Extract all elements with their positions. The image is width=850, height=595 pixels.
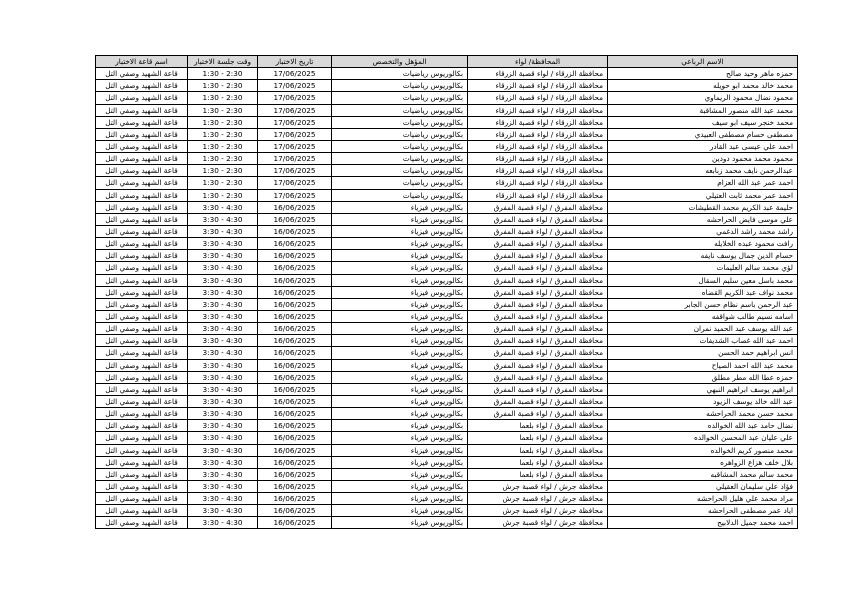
cell-name: احمد علي عيسى عبد القادر: [608, 140, 798, 152]
table-row: [96, 116, 798, 128]
cell-date: 16/06/2025: [258, 505, 332, 517]
cell-hall: قاعة الشهيد وصفي التل: [96, 116, 188, 128]
cell-time: 3:30 - 4:30: [188, 432, 258, 444]
cell-date: 16/06/2025: [258, 383, 332, 395]
cell-name: محمد خنجر سيف ابو سيف: [608, 116, 798, 128]
cell-qualification: بكالوريوس فيزياء: [332, 468, 468, 480]
cell-hall: قاعة الشهيد وصفي التل: [96, 286, 188, 298]
table-row: [96, 444, 798, 456]
cell-hall: قاعة الشهيد وصفي التل: [96, 68, 188, 80]
cell-time: 1:30 - 2:30: [188, 177, 258, 189]
cell-qualification: بكالوريوس رياضيات: [332, 80, 468, 92]
cell-time: 3:30 - 4:30: [188, 468, 258, 480]
cell-governorate: محافظة الزرقاء / لواء قصبة الزرقاء: [468, 140, 608, 152]
cell-governorate: محافظة المفرق / لواء قصبة المفرق: [468, 262, 608, 274]
cell-time: 3:30 - 4:30: [188, 493, 258, 505]
cell-time: 3:30 - 4:30: [188, 383, 258, 395]
cell-name: اياد عمر مصطفى الحراحشه: [608, 505, 798, 517]
table-row: [96, 201, 798, 213]
cell-hall: قاعة الشهيد وصفي التل: [96, 444, 188, 456]
header-date: تاريخ الاختبار: [258, 56, 332, 68]
cell-date: 16/06/2025: [258, 371, 332, 383]
table-row: [96, 456, 798, 468]
cell-time: 1:30 - 2:30: [188, 165, 258, 177]
cell-date: 17/06/2025: [258, 92, 332, 104]
cell-qualification: بكالوريوس رياضيات: [332, 153, 468, 165]
cell-qualification: بكالوريوس فيزياء: [332, 262, 468, 274]
cell-time: 1:30 - 2:30: [188, 68, 258, 80]
cell-date: 16/06/2025: [258, 493, 332, 505]
cell-time: 3:30 - 4:30: [188, 298, 258, 310]
table-row: [96, 347, 798, 359]
cell-hall: قاعة الشهيد وصفي التل: [96, 408, 188, 420]
cell-date: 16/06/2025: [258, 238, 332, 250]
cell-time: 1:30 - 2:30: [188, 80, 258, 92]
cell-governorate: محافظة الزرقاء / لواء قصبة الزرقاء: [468, 68, 608, 80]
cell-qualification: بكالوريوس فيزياء: [332, 310, 468, 322]
header-governorate: المحافظة/ لواء: [468, 56, 608, 68]
cell-time: 3:30 - 4:30: [188, 262, 258, 274]
cell-hall: قاعة الشهيد وصفي التل: [96, 104, 188, 116]
cell-name: محمد سالم محمد المشاقبه: [608, 468, 798, 480]
cell-time: 3:30 - 4:30: [188, 480, 258, 492]
cell-hall: قاعة الشهيد وصفي التل: [96, 298, 188, 310]
cell-name: راشد محمد راشد الدغمي: [608, 225, 798, 237]
cell-date: 16/06/2025: [258, 274, 332, 286]
table-row: [96, 68, 798, 80]
cell-date: 16/06/2025: [258, 250, 332, 262]
table-row: [96, 310, 798, 322]
cell-governorate: محافظة المفرق / لواء قصبة المفرق: [468, 371, 608, 383]
table-row: [96, 92, 798, 104]
cell-qualification: بكالوريوس فيزياء: [332, 225, 468, 237]
cell-name: محمد باسل معين سليم السقال: [608, 274, 798, 286]
cell-date: 17/06/2025: [258, 140, 332, 152]
cell-qualification: بكالوريوس فيزياء: [332, 480, 468, 492]
table-row: [96, 371, 798, 383]
cell-name: محمد منصور كريم الخوالده: [608, 444, 798, 456]
cell-time: 3:30 - 4:30: [188, 213, 258, 225]
table-row: [96, 189, 798, 201]
cell-time: 3:30 - 4:30: [188, 420, 258, 432]
cell-qualification: بكالوريوس فيزياء: [332, 505, 468, 517]
cell-name: محمد حسن محمد الحراحشه: [608, 408, 798, 420]
table-row: [96, 432, 798, 444]
cell-date: 16/06/2025: [258, 201, 332, 213]
cell-governorate: محافظة جرش / لواء قصبة جرش: [468, 505, 608, 517]
cell-qualification: بكالوريوس فيزياء: [332, 347, 468, 359]
cell-name: بلال خلف هزاع الزواهره: [608, 456, 798, 468]
table-row: [96, 408, 798, 420]
cell-hall: قاعة الشهيد وصفي التل: [96, 505, 188, 517]
table-row: [96, 383, 798, 395]
cell-date: 16/06/2025: [258, 335, 332, 347]
cell-name: احمد عمر عبد الله العزام: [608, 177, 798, 189]
cell-date: 16/06/2025: [258, 468, 332, 480]
table-row: [96, 505, 798, 517]
cell-qualification: بكالوريوس فيزياء: [332, 408, 468, 420]
cell-governorate: محافظة الزرقاء / لواء قصبة الزرقاء: [468, 153, 608, 165]
cell-date: 16/06/2025: [258, 395, 332, 407]
cell-qualification: بكالوريوس رياضيات: [332, 104, 468, 116]
table-row: [96, 286, 798, 298]
cell-time: 1:30 - 2:30: [188, 153, 258, 165]
table-row: [96, 274, 798, 286]
cell-governorate: محافظة المفرق / لواء بلعما: [468, 456, 608, 468]
table-row: [96, 468, 798, 480]
cell-hall: قاعة الشهيد وصفي التل: [96, 359, 188, 371]
cell-governorate: محافظة المفرق / لواء قصبة المفرق: [468, 286, 608, 298]
cell-hall: قاعة الشهيد وصفي التل: [96, 165, 188, 177]
cell-date: 17/06/2025: [258, 104, 332, 116]
cell-hall: قاعة الشهيد وصفي التل: [96, 140, 188, 152]
cell-time: 3:30 - 4:30: [188, 408, 258, 420]
table-row: [96, 128, 798, 140]
cell-qualification: بكالوريوس رياضيات: [332, 165, 468, 177]
cell-name: محمود نضال محمود الريماوي: [608, 92, 798, 104]
cell-qualification: بكالوريوس رياضيات: [332, 116, 468, 128]
cell-time: 3:30 - 4:30: [188, 517, 258, 529]
cell-date: 17/06/2025: [258, 80, 332, 92]
cell-date: 17/06/2025: [258, 177, 332, 189]
cell-qualification: بكالوريوس رياضيات: [332, 128, 468, 140]
cell-name: انس ابراهيم حمد الحسن: [608, 347, 798, 359]
cell-hall: قاعة الشهيد وصفي التل: [96, 456, 188, 468]
cell-hall: قاعة الشهيد وصفي التل: [96, 213, 188, 225]
cell-hall: قاعة الشهيد وصفي التل: [96, 250, 188, 262]
header-time: وقت جلسة الاختبار: [188, 56, 258, 68]
cell-hall: قاعة الشهيد وصفي التل: [96, 189, 188, 201]
cell-date: 16/06/2025: [258, 213, 332, 225]
cell-governorate: محافظة المفرق / لواء قصبة المفرق: [468, 298, 608, 310]
table-row: [96, 480, 798, 492]
table-row: [96, 225, 798, 237]
cell-name: علي عليان عبد المحسن الخوالده: [608, 432, 798, 444]
cell-date: 16/06/2025: [258, 444, 332, 456]
table-row: [96, 213, 798, 225]
cell-hall: قاعة الشهيد وصفي التل: [96, 383, 188, 395]
cell-date: 16/06/2025: [258, 323, 332, 335]
cell-governorate: محافظة الزرقاء / لواء قصبة الزرقاء: [468, 189, 608, 201]
cell-governorate: محافظة جرش / لواء قصبة جرش: [468, 480, 608, 492]
cell-hall: قاعة الشهيد وصفي التل: [96, 128, 188, 140]
cell-governorate: محافظة الزرقاء / لواء قصبة الزرقاء: [468, 92, 608, 104]
cell-date: 16/06/2025: [258, 225, 332, 237]
cell-governorate: محافظة المفرق / لواء قصبة المفرق: [468, 347, 608, 359]
cell-time: 1:30 - 2:30: [188, 92, 258, 104]
cell-date: 16/06/2025: [258, 359, 332, 371]
cell-hall: قاعة الشهيد وصفي التل: [96, 335, 188, 347]
cell-qualification: بكالوريوس فيزياء: [332, 213, 468, 225]
cell-governorate: محافظة جرش / لواء قصبة جرش: [468, 493, 608, 505]
cell-time: 1:30 - 2:30: [188, 140, 258, 152]
cell-name: ابراهيم يوسف ابراهيم النبهي: [608, 383, 798, 395]
cell-governorate: محافظة المفرق / لواء قصبة المفرق: [468, 310, 608, 322]
cell-governorate: محافظة المفرق / لواء بلعما: [468, 444, 608, 456]
cell-date: 16/06/2025: [258, 262, 332, 274]
cell-name: مراد محمد علي هليل الحراحشه: [608, 493, 798, 505]
table-row: [96, 104, 798, 116]
cell-qualification: بكالوريوس رياضيات: [332, 177, 468, 189]
cell-governorate: محافظة المفرق / لواء قصبة المفرق: [468, 408, 608, 420]
cell-qualification: بكالوريوس فيزياء: [332, 274, 468, 286]
cell-qualification: بكالوريوس فيزياء: [332, 432, 468, 444]
cell-governorate: محافظة المفرق / لواء قصبة المفرق: [468, 395, 608, 407]
cell-name: علي موسى فايض الحراحشه: [608, 213, 798, 225]
cell-time: 3:30 - 4:30: [188, 335, 258, 347]
cell-qualification: بكالوريوس فيزياء: [332, 383, 468, 395]
cell-hall: قاعة الشهيد وصفي التل: [96, 517, 188, 529]
cell-hall: قاعة الشهيد وصفي التل: [96, 274, 188, 286]
cell-time: 3:30 - 4:30: [188, 238, 258, 250]
cell-time: 3:30 - 4:30: [188, 225, 258, 237]
cell-time: 3:30 - 4:30: [188, 201, 258, 213]
cell-name: محمد نواف عبد الكريم القضاه: [608, 286, 798, 298]
cell-name: مصطفى حسام مصطفى العبيدي: [608, 128, 798, 140]
cell-name: عبدالرحمن نايف محمد زبابعه: [608, 165, 798, 177]
cell-date: 16/06/2025: [258, 456, 332, 468]
cell-qualification: بكالوريوس رياضيات: [332, 92, 468, 104]
cell-time: 3:30 - 4:30: [188, 286, 258, 298]
cell-name: محمود محمد محمود دودين: [608, 153, 798, 165]
cell-name: محمد عبد الله احمد الصياح: [608, 359, 798, 371]
cell-hall: قاعة الشهيد وصفي التل: [96, 480, 188, 492]
cell-hall: قاعة الشهيد وصفي التل: [96, 225, 188, 237]
cell-governorate: محافظة المفرق / لواء قصبة المفرق: [468, 323, 608, 335]
cell-qualification: بكالوريوس فيزياء: [332, 493, 468, 505]
cell-time: 3:30 - 4:30: [188, 444, 258, 456]
cell-date: 17/06/2025: [258, 128, 332, 140]
table-row: [96, 323, 798, 335]
table-body: [96, 68, 798, 529]
cell-qualification: بكالوريوس فيزياء: [332, 456, 468, 468]
cell-name: حمزه ماهر وحيد صالح: [608, 68, 798, 80]
cell-date: 17/06/2025: [258, 68, 332, 80]
cell-qualification: بكالوريوس فيزياء: [332, 298, 468, 310]
header-hall: اسم قاعة الاختبار: [96, 56, 188, 68]
cell-hall: قاعة الشهيد وصفي التل: [96, 347, 188, 359]
cell-hall: قاعة الشهيد وصفي التل: [96, 310, 188, 322]
cell-qualification: بكالوريوس فيزياء: [332, 395, 468, 407]
cell-hall: قاعة الشهيد وصفي التل: [96, 371, 188, 383]
cell-qualification: بكالوريوس فيزياء: [332, 517, 468, 529]
cell-name: حسام الدين جمال يوسف نايفه: [608, 250, 798, 262]
cell-governorate: محافظة المفرق / لواء بلعما: [468, 432, 608, 444]
cell-name: محمد عبد الله منصور المشاقبة: [608, 104, 798, 116]
cell-governorate: محافظة المفرق / لواء قصبة المفرق: [468, 335, 608, 347]
table-row: [96, 262, 798, 274]
cell-governorate: محافظة المفرق / لواء قصبة المفرق: [468, 359, 608, 371]
cell-date: 16/06/2025: [258, 408, 332, 420]
cell-name: عبد الرحمن باسم نظام حسن الجابر: [608, 298, 798, 310]
cell-hall: قاعة الشهيد وصفي التل: [96, 238, 188, 250]
cell-governorate: محافظة المفرق / لواء قصبة المفرق: [468, 201, 608, 213]
cell-time: 3:30 - 4:30: [188, 323, 258, 335]
cell-governorate: محافظة المفرق / لواء قصبة المفرق: [468, 225, 608, 237]
cell-time: 3:30 - 4:30: [188, 505, 258, 517]
cell-time: 3:30 - 4:30: [188, 456, 258, 468]
cell-date: 17/06/2025: [258, 153, 332, 165]
header-row: [96, 56, 798, 68]
cell-time: 1:30 - 2:30: [188, 189, 258, 201]
cell-time: 1:30 - 2:30: [188, 104, 258, 116]
cell-governorate: محافظة المفرق / لواء قصبة المفرق: [468, 383, 608, 395]
cell-name: حليمة عبد الكريم محمد القطيشات: [608, 201, 798, 213]
cell-qualification: بكالوريوس فيزياء: [332, 238, 468, 250]
cell-hall: قاعة الشهيد وصفي التل: [96, 468, 188, 480]
table-row: [96, 395, 798, 407]
cell-qualification: بكالوريوس فيزياء: [332, 371, 468, 383]
cell-governorate: محافظة الزرقاء / لواء قصبة الزرقاء: [468, 165, 608, 177]
cell-name: حمزه عطا الله مطر مطلق: [608, 371, 798, 383]
cell-governorate: محافظة الزرقاء / لواء قصبة الزرقاء: [468, 128, 608, 140]
cell-date: 16/06/2025: [258, 480, 332, 492]
cell-governorate: محافظة المفرق / لواء بلعما: [468, 420, 608, 432]
cell-governorate: محافظة الزرقاء / لواء قصبة الزرقاء: [468, 104, 608, 116]
cell-name: لؤي محمد سالم العليمات: [608, 262, 798, 274]
cell-time: 3:30 - 4:30: [188, 347, 258, 359]
cell-time: 3:30 - 4:30: [188, 250, 258, 262]
cell-hall: قاعة الشهيد وصفي التل: [96, 323, 188, 335]
table-row: [96, 420, 798, 432]
cell-qualification: بكالوريوس فيزياء: [332, 420, 468, 432]
cell-governorate: محافظة الزرقاء / لواء قصبة الزرقاء: [468, 177, 608, 189]
cell-date: 16/06/2025: [258, 298, 332, 310]
cell-time: 3:30 - 4:30: [188, 395, 258, 407]
cell-qualification: بكالوريوس فيزياء: [332, 250, 468, 262]
cell-name: احمد عمر محمد ثابت العتيلي: [608, 189, 798, 201]
cell-time: 3:30 - 4:30: [188, 371, 258, 383]
cell-qualification: بكالوريوس فيزياء: [332, 444, 468, 456]
cell-date: 16/06/2025: [258, 517, 332, 529]
header-qualification: المؤهل والتخصص: [332, 56, 468, 68]
table-row: [96, 80, 798, 92]
cell-governorate: محافظة المفرق / لواء قصبة المفرق: [468, 274, 608, 286]
cell-time: 1:30 - 2:30: [188, 116, 258, 128]
cell-hall: قاعة الشهيد وصفي التل: [96, 177, 188, 189]
cell-qualification: بكالوريوس فيزياء: [332, 323, 468, 335]
cell-date: 16/06/2025: [258, 347, 332, 359]
table-row: [96, 335, 798, 347]
exam-schedule-sheet: [95, 55, 797, 529]
table-row: [96, 177, 798, 189]
cell-name: فؤاد علي سليمان العقيلي: [608, 480, 798, 492]
cell-governorate: محافظة جرش / لواء قصبة جرش: [468, 517, 608, 529]
header-name: الاسم الرباعي: [608, 56, 798, 68]
cell-governorate: محافظة المفرق / لواء قصبة المفرق: [468, 213, 608, 225]
cell-governorate: محافظة الزرقاء / لواء قصبة الزرقاء: [468, 116, 608, 128]
table-row: [96, 517, 798, 529]
cell-name: عبد الله يوسف عبد الحميد نمران: [608, 323, 798, 335]
table-row: [96, 298, 798, 310]
table-row: [96, 238, 798, 250]
cell-date: 16/06/2025: [258, 286, 332, 298]
cell-governorate: محافظة المفرق / لواء قصبة المفرق: [468, 238, 608, 250]
table-row: [96, 250, 798, 262]
cell-governorate: محافظة المفرق / لواء بلعما: [468, 468, 608, 480]
cell-hall: قاعة الشهيد وصفي التل: [96, 262, 188, 274]
cell-hall: قاعة الشهيد وصفي التل: [96, 432, 188, 444]
cell-name: رافت محمود عبده الخلايله: [608, 238, 798, 250]
table-header: [96, 56, 798, 68]
exam-schedule-table: [95, 55, 798, 529]
cell-date: 16/06/2025: [258, 432, 332, 444]
cell-hall: قاعة الشهيد وصفي التل: [96, 153, 188, 165]
cell-qualification: بكالوريوس فيزياء: [332, 359, 468, 371]
cell-time: 3:30 - 4:30: [188, 359, 258, 371]
cell-date: 16/06/2025: [258, 420, 332, 432]
cell-time: 1:30 - 2:30: [188, 128, 258, 140]
cell-qualification: بكالوريوس فيزياء: [332, 201, 468, 213]
cell-date: 17/06/2025: [258, 165, 332, 177]
table-row: [96, 153, 798, 165]
cell-qualification: بكالوريوس فيزياء: [332, 335, 468, 347]
cell-name: نضال حامد عبد الله الخوالده: [608, 420, 798, 432]
cell-hall: قاعة الشهيد وصفي التل: [96, 493, 188, 505]
cell-governorate: محافظة المفرق / لواء قصبة المفرق: [468, 250, 608, 262]
table-row: [96, 359, 798, 371]
cell-name: عبد الله خالد يوسف الزيود: [608, 395, 798, 407]
cell-name: محمد خالد محمد ابو حويله: [608, 80, 798, 92]
cell-hall: قاعة الشهيد وصفي التل: [96, 92, 188, 104]
cell-name: احمد محمد جميل الدلابيح: [608, 517, 798, 529]
cell-qualification: بكالوريوس رياضيات: [332, 68, 468, 80]
table-row: [96, 140, 798, 152]
cell-qualification: بكالوريوس رياضيات: [332, 189, 468, 201]
cell-time: 3:30 - 4:30: [188, 274, 258, 286]
cell-qualification: بكالوريوس رياضيات: [332, 140, 468, 152]
cell-name: احمد عبد الله غصاب الشديفات: [608, 335, 798, 347]
cell-name: اسامه نسيم طالب شواقفه: [608, 310, 798, 322]
cell-governorate: محافظة الزرقاء / لواء قصبة الزرقاء: [468, 80, 608, 92]
table-row: [96, 493, 798, 505]
cell-hall: قاعة الشهيد وصفي التل: [96, 201, 188, 213]
cell-date: 17/06/2025: [258, 189, 332, 201]
cell-qualification: بكالوريوس فيزياء: [332, 286, 468, 298]
cell-hall: قاعة الشهيد وصفي التل: [96, 80, 188, 92]
cell-time: 3:30 - 4:30: [188, 310, 258, 322]
cell-date: 17/06/2025: [258, 116, 332, 128]
cell-hall: قاعة الشهيد وصفي التل: [96, 395, 188, 407]
cell-hall: قاعة الشهيد وصفي التل: [96, 420, 188, 432]
table-row: [96, 165, 798, 177]
cell-date: 16/06/2025: [258, 310, 332, 322]
